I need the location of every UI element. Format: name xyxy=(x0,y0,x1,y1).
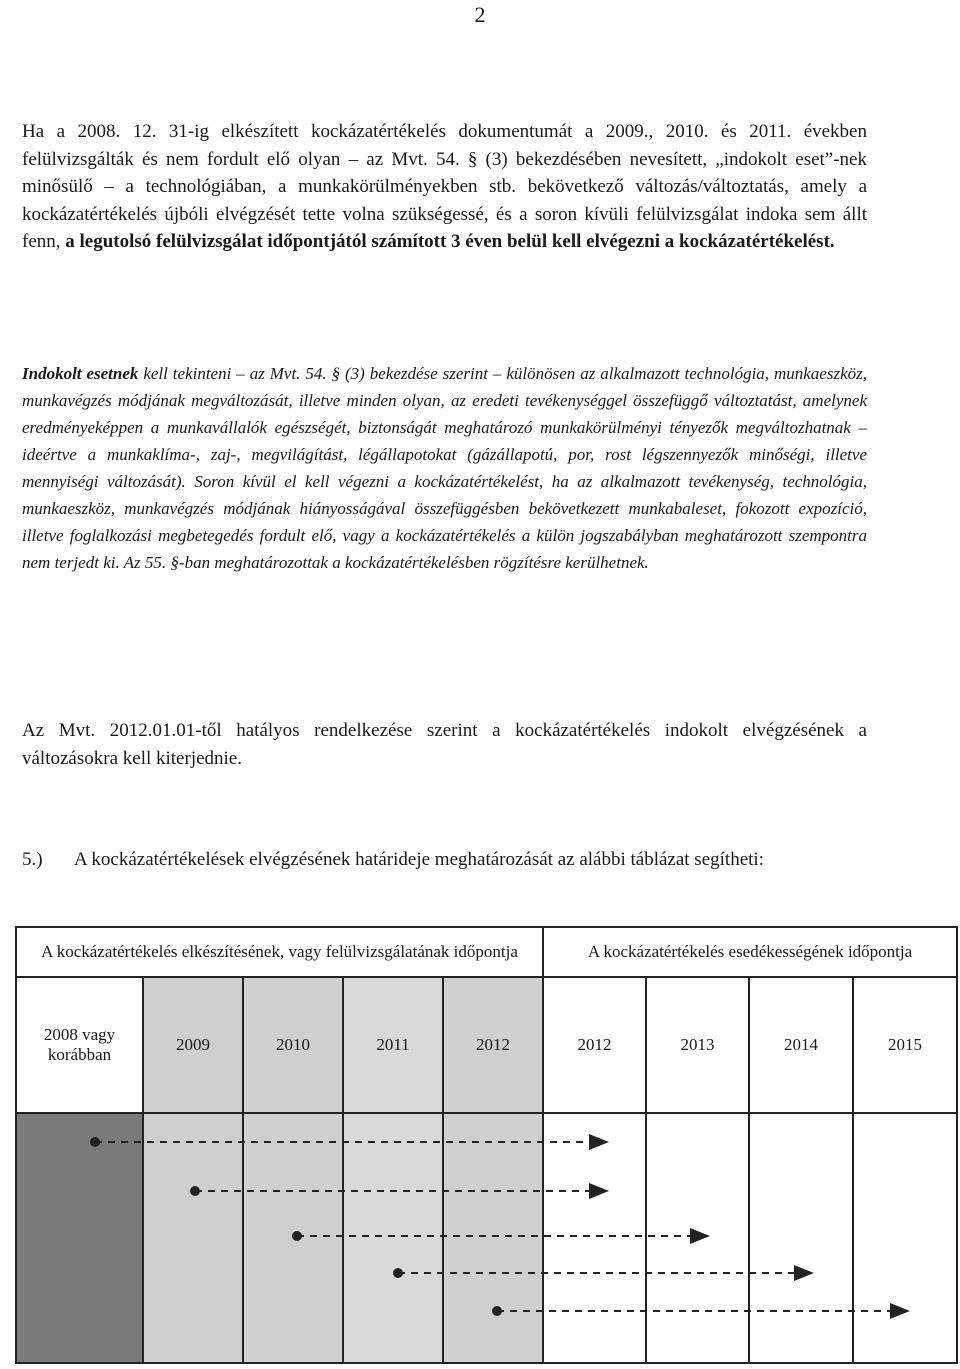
year-cell-right-1: 2013 xyxy=(646,977,749,1113)
paragraph-2-highlight: Indokolt esetnek xyxy=(22,364,139,383)
year-cell-right-3: 2015 xyxy=(853,977,957,1113)
year-cell-left-1: 2010 xyxy=(243,977,343,1113)
section-5-heading xyxy=(22,846,867,873)
header-right: A kockázatértékelés esedékességének időpontja xyxy=(543,927,957,977)
body-cell-right-3 xyxy=(853,1113,957,1363)
body-cell-left-3 xyxy=(443,1113,543,1363)
section-5-title-line xyxy=(22,846,867,873)
header-left: A kockázatértékelés elkészítésének, vagy felülvizsgálatának időpontja xyxy=(16,927,543,977)
paragraph-1 xyxy=(22,118,867,256)
year-cell-first: 2008 vagy korábban xyxy=(16,977,143,1113)
body-cell-left-0 xyxy=(143,1113,243,1363)
page-number: 2 xyxy=(474,2,486,27)
paragraph-2-text: kell tekinteni – az Mvt. 54. § (3) bekezdése szerint – különösen az alkalmazott technológia, munkaeszköz, munkavégzés módjának megváltozását, illetve minden olyan, az eredeti tevékenységgel összefüggő változtatást, amelynek eredményeképpen a munkavállalók egészségét, biztonságát meghatározó munkakörülményi tényezők megváltozhatnak – ideértve a munkaklíma-, zaj-, megvilágítást, légállapotokat (gázállapotú, por, rost légszennyezők minőségi, illetve mennyiségi változását). Soron kívül el kell végezni a kockázatértékelést, ha az alkalmazott tevékenység, technológia, munkaeszköz, munkavégzés módjának hiányosságával összefüggésben bekövetkezett munkabaleset, fokozott expozíció, illetve foglalkozási megbetegedés fordult elő, vagy a kockázatértékelés a külön jogszabályban meghatározott szempontra nem terjedt ki. Az 55. §-ban meghatározottak a kockázatértékelésben rögzítésre kerülhetnek. xyxy=(22,364,867,572)
section-title: A kockázatértékelések elvégzésének határideje meghatározását az alábbi táblázat segítheti: xyxy=(74,849,764,870)
year-cell-left-3: 2012 xyxy=(443,977,543,1113)
section-number: 5.) xyxy=(22,849,43,870)
year-cell-right-2: 2014 xyxy=(749,977,853,1113)
paragraph-1-text: Ha a 2008. 12. 31-ig elkészített kockázatértékelés dokumentumát a 2009., 2010. és 2011. években felülvizsgálták és nem fordult elő olyan – az Mvt. 54. § (3) bekezdésében nevesített, „indokolt eset”-nek minősülő – a technológiában, a munkakörülményekben stb. bekövetkező változás/változtatás, amely a kockázatértékelés újbóli elvégzését tette volna szükségessé, és a soron kívüli felülvizsgálat indoka sem állt fenn, xyxy=(22,121,867,252)
body-cell-right-0 xyxy=(543,1113,646,1363)
deadline-table xyxy=(15,926,958,1364)
paragraph-3: Az Mvt. 2012.01.01-től hatályos rendelkezése szerint a kockázatértékelés indokolt elvégzésének a változásokra kell kiterjednie. xyxy=(22,720,867,769)
body-cell-first xyxy=(16,1113,143,1363)
paragraph-2 xyxy=(22,360,867,576)
year-cell-left-0: 2009 xyxy=(143,977,243,1113)
body-cell-right-2 xyxy=(749,1113,853,1363)
year-cell-left-2: 2011 xyxy=(343,977,443,1113)
paragraph-1-highlight: a legutolsó felülvizsgálat időpontjától számított 3 éven belül kell elvégezni a kockázatértékelést. xyxy=(65,231,835,252)
deadline-table-wrap xyxy=(15,926,956,1366)
body-cell-left-2 xyxy=(343,1113,443,1363)
body-cell-right-1 xyxy=(646,1113,749,1363)
body-cell-left-1 xyxy=(243,1113,343,1363)
year-cell-right-0: 2012 xyxy=(543,977,646,1113)
